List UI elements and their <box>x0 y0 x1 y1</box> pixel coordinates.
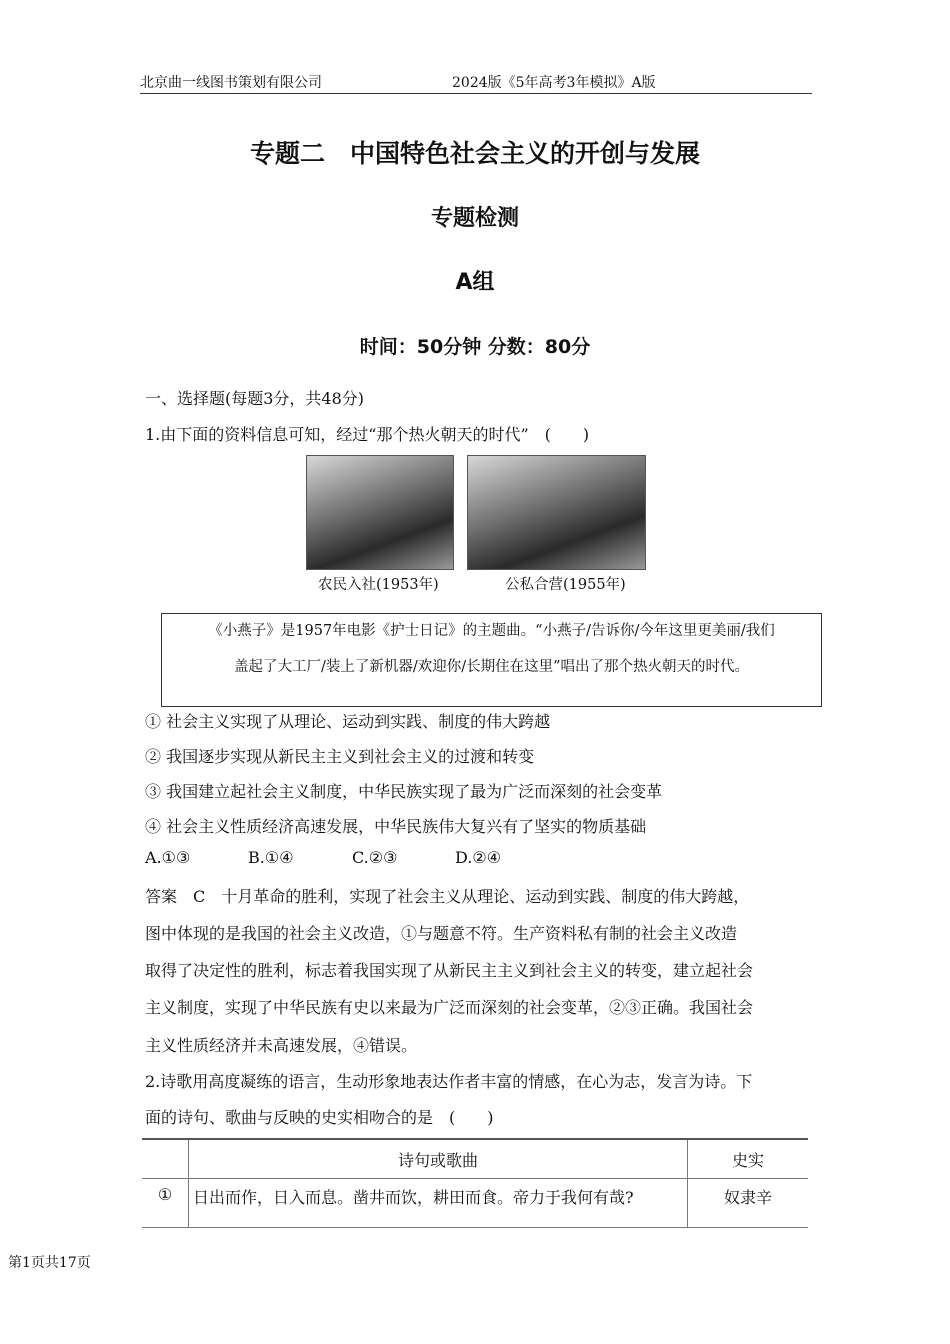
table-row <box>142 1179 808 1228</box>
option-b: B.①④ <box>248 848 294 867</box>
photo-public-private-partnership <box>467 455 646 570</box>
q1-stem: 1.由下面的资料信息可知，经过“那个热火朝天的时代” ( ) <box>145 425 590 444</box>
q2-stem: 2.诗歌用高度凝练的语言，生动形象地表达作者丰富的情感，在心为志，发言为诗。下 <box>145 1072 753 1091</box>
photo-caption: 农民入社(1953年) <box>318 577 439 593</box>
photo-caption: 公私合营(1955年) <box>505 577 626 593</box>
table-header: 诗句或歌曲 <box>189 1139 688 1179</box>
answer-line: 图中体现的是我国的社会主义改造，①与题意不符。生产资料私有制的社会主义改造 <box>145 924 738 943</box>
answer-line: 主义性质经济并未高速发展，④错误。 <box>145 1036 418 1055</box>
material-line: 盖起了大工厂/装上了新机器/欢迎你/长期住在这里”唱出了那个热火朝天的时代。 <box>233 659 750 675</box>
section-heading: 一、选择题(每题3分，共48分) <box>145 389 365 408</box>
page-title: 专题二 中国特色社会主义的开创与发展 <box>249 139 700 168</box>
option-c: C.②③ <box>352 848 398 867</box>
answer-line: 答案 C 十月革命的胜利，实现了社会主义从理论、运动到实践、制度的伟大跨越， <box>145 887 750 906</box>
group-label: A组 <box>455 270 495 295</box>
table-cell: 奴隶辛 <box>688 1179 809 1228</box>
table-cell: ① <box>142 1179 189 1228</box>
option-a: A.①③ <box>145 848 191 867</box>
header-book: 2024版《5年高考3年模拟》A版 <box>452 75 656 91</box>
time-score: 时间：50分钟 分数：80分 <box>359 336 591 358</box>
photo-farmers-cooperative <box>306 455 454 570</box>
subtitle: 专题检测 <box>430 206 519 231</box>
q1-item: ② 我国逐步实现从新民主主义到社会主义的过渡和转变 <box>145 747 535 766</box>
page-footer: 第1页共17页 <box>8 1255 91 1271</box>
q1-item: ④ 社会主义性质经济高速发展，中华民族伟大复兴有了坚实的物质基础 <box>145 817 647 836</box>
q2-stem: 面的诗句、歌曲与反映的史实相吻合的是 ( ) <box>145 1108 494 1127</box>
table-header <box>142 1139 189 1179</box>
table-cell: 日出而作，日入而息。凿井而饮，耕田而食。帝力于我何有哉? <box>189 1179 688 1228</box>
header-rule <box>140 93 812 94</box>
q1-item: ① 社会主义实现了从理论、运动到实践、制度的伟大跨越 <box>145 712 551 731</box>
q2-table <box>142 1138 808 1228</box>
q1-item: ③ 我国建立起社会主义制度，中华民族实现了最为广泛而深刻的社会变革 <box>145 782 663 801</box>
table-header: 史实 <box>688 1139 809 1179</box>
header-publisher: 北京曲一线图书策划有限公司 <box>140 75 322 91</box>
material-line: 《小燕子》是1957年电影《护士日记》的主题曲。“小燕子/告诉你/今年这里更美丽/我们 <box>208 623 775 639</box>
option-d: D.②④ <box>455 848 502 867</box>
answer-line: 取得了决定性的胜利，标志着我国实现了从新民主主义到社会主义的转变，建立起社会 <box>145 961 754 980</box>
material-box <box>161 613 822 707</box>
answer-line: 主义制度，实现了中华民族有史以来最为广泛而深刻的社会变革，②③正确。我国社会 <box>145 998 754 1017</box>
